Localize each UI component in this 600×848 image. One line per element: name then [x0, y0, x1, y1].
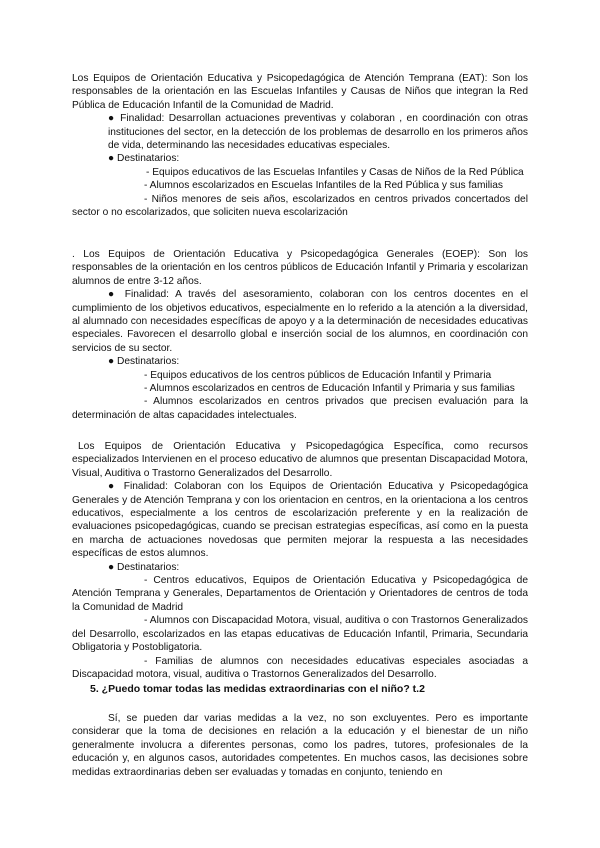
especifica-finalidad: ● Finalidad: Colaboran con los Equipos de Orientación Educativa y Psicopedagógica Generales y de Atención Temprana y con los orientacion en centros, en la orientaciona a los centros educativos, especialmente a los centros de escolarización preferente y en la realización de evaluaciones psicopedagógicas, cuando se precisan estrategias específicas, así como en la puesta en marcha de actuaciones novedosas que permiten mejorar la respuesta a las necesidades específicas de estos alumnos. — [72, 481, 528, 560]
eoep-item-2: - Alumnos escolarizados en centros de Educación Infantil y Primaria y sus familias — [144, 383, 515, 395]
especifica-intro: Los Equipos de Orientación Educativa y Psicopedagógica Específica, como recursos especializados Intervienen en el proceso educativo de alumnos que presentan Discapacidad Motora, Visual, Auditiva o Trastorno Generalizados del Desarrollo. — [72, 441, 528, 479]
eoep-item-3: - Alumnos escolarizados en centros privados que precisen evaluación para la determinación de altas capacidades intelectuales. — [72, 396, 528, 421]
eat-item-1: - Equipos educativos de las Escuelas Infantiles y Casas de Niños de la Red Pública — [146, 166, 524, 178]
especifica-item-3: - Familias de alumnos con necesidades educativas especiales asociadas a Discapacidad motora, visual, auditiva o Trastornos Generalizados del Desarrollo. — [72, 655, 528, 680]
eoep-finalidad: ● Finalidad: A través del asesoramiento, colaboran con los centros docentes en el cumplimiento de los objetivos educativos, especialmente en lo referido a la atención a la diversidad, al alumnado con necesidades específicas de apoyo y a la determinación de necesidades educativas especiales. Favorecen el desarrollo global e inserción social de los alumnos, en coordinación con servicios de su sector. — [72, 289, 528, 354]
especifica-destinatarios-label: ● Destinatarios: — [108, 561, 180, 573]
eat-intro: Los Equipos de Orientación Educativa y Psicopedagógica de Atención Temprana (EAT): Son los responsables de la orientación en las Escuelas Infantiles y Causas de Niños que integran la Red Pública de Educación Infantil de la Comunidad de Madrid. — [72, 73, 528, 111]
section-5-body: Sí, se pueden dar varias medidas a la vez, no son excluyentes. Pero es importante considerar que la toma de decisiones en relación a la educación y el bienestar de un niño generalmente involucra a diferentes personas, como los padres, tutores, profesionales de la educación y, en algunos casos, autoridades competentes. En muchos casos, las decisiones sobre medidas extraordinarias deben ser evaluadas y tomadas en conjunto, teniendo en — [72, 713, 528, 778]
eoep-intro: . Los Equipos de Orientación Educativa y Psicopedagógica Generales (EOEP): Son los responsables de la orientación en los centros públicos de Educación Infantil y Primaria y escolarizan alumnos de entre 3-12 años. — [72, 249, 528, 287]
especifica-section — [72, 440, 528, 681]
eoep-section — [72, 248, 528, 422]
section-5-body-block — [72, 712, 528, 779]
eat-item-2: - Alumnos escolarizados en Escuelas Infantiles de la Red Pública y sus familias — [144, 180, 504, 192]
eat-item-3: - Niños menores de seis años, escolarizados en centros privados concertados del sector o no escolarizados, que soliciten nueva escolarización — [72, 193, 528, 219]
eoep-item-1: - Equipos educativos de los centros públicos de Educación Infantil y Primaria — [144, 369, 492, 381]
eoep-destinatarios-label: ● Destinatarios: — [108, 356, 180, 368]
eat-destinatarios-label: ● Destinatarios: — [108, 153, 180, 165]
especifica-item-2: - Alumnos con Discapacidad Motora, visual, auditiva o con Trastornos Generalizados del Desarrollo, escolarizados en las etapas educativas de Educación Infantil, Primaria, Secundaria Obligatoria y Postobligatoria. — [72, 615, 528, 654]
eat-section — [72, 72, 528, 219]
section-5-heading: 5. ¿Puedo tomar todas las medidas extraordinarias con el niño? t.2 — [90, 683, 425, 695]
especifica-item-1: - Centros educativos, Equipos de Orientación Educativa y Psicopedagógica de Atención Temprana y Generales, Departamentos de Orientación y Orientadores de centros de toda la Comunidad de Madrid — [72, 575, 528, 613]
eat-finalidad: ● Finalidad: Desarrollan actuaciones preventivas y colaboran , en coordinación con otras instituciones del sector, en la detección de los problemas de desarrollo en los primeros años de vida, determinando las necesidades educativas especiales. — [108, 113, 528, 152]
